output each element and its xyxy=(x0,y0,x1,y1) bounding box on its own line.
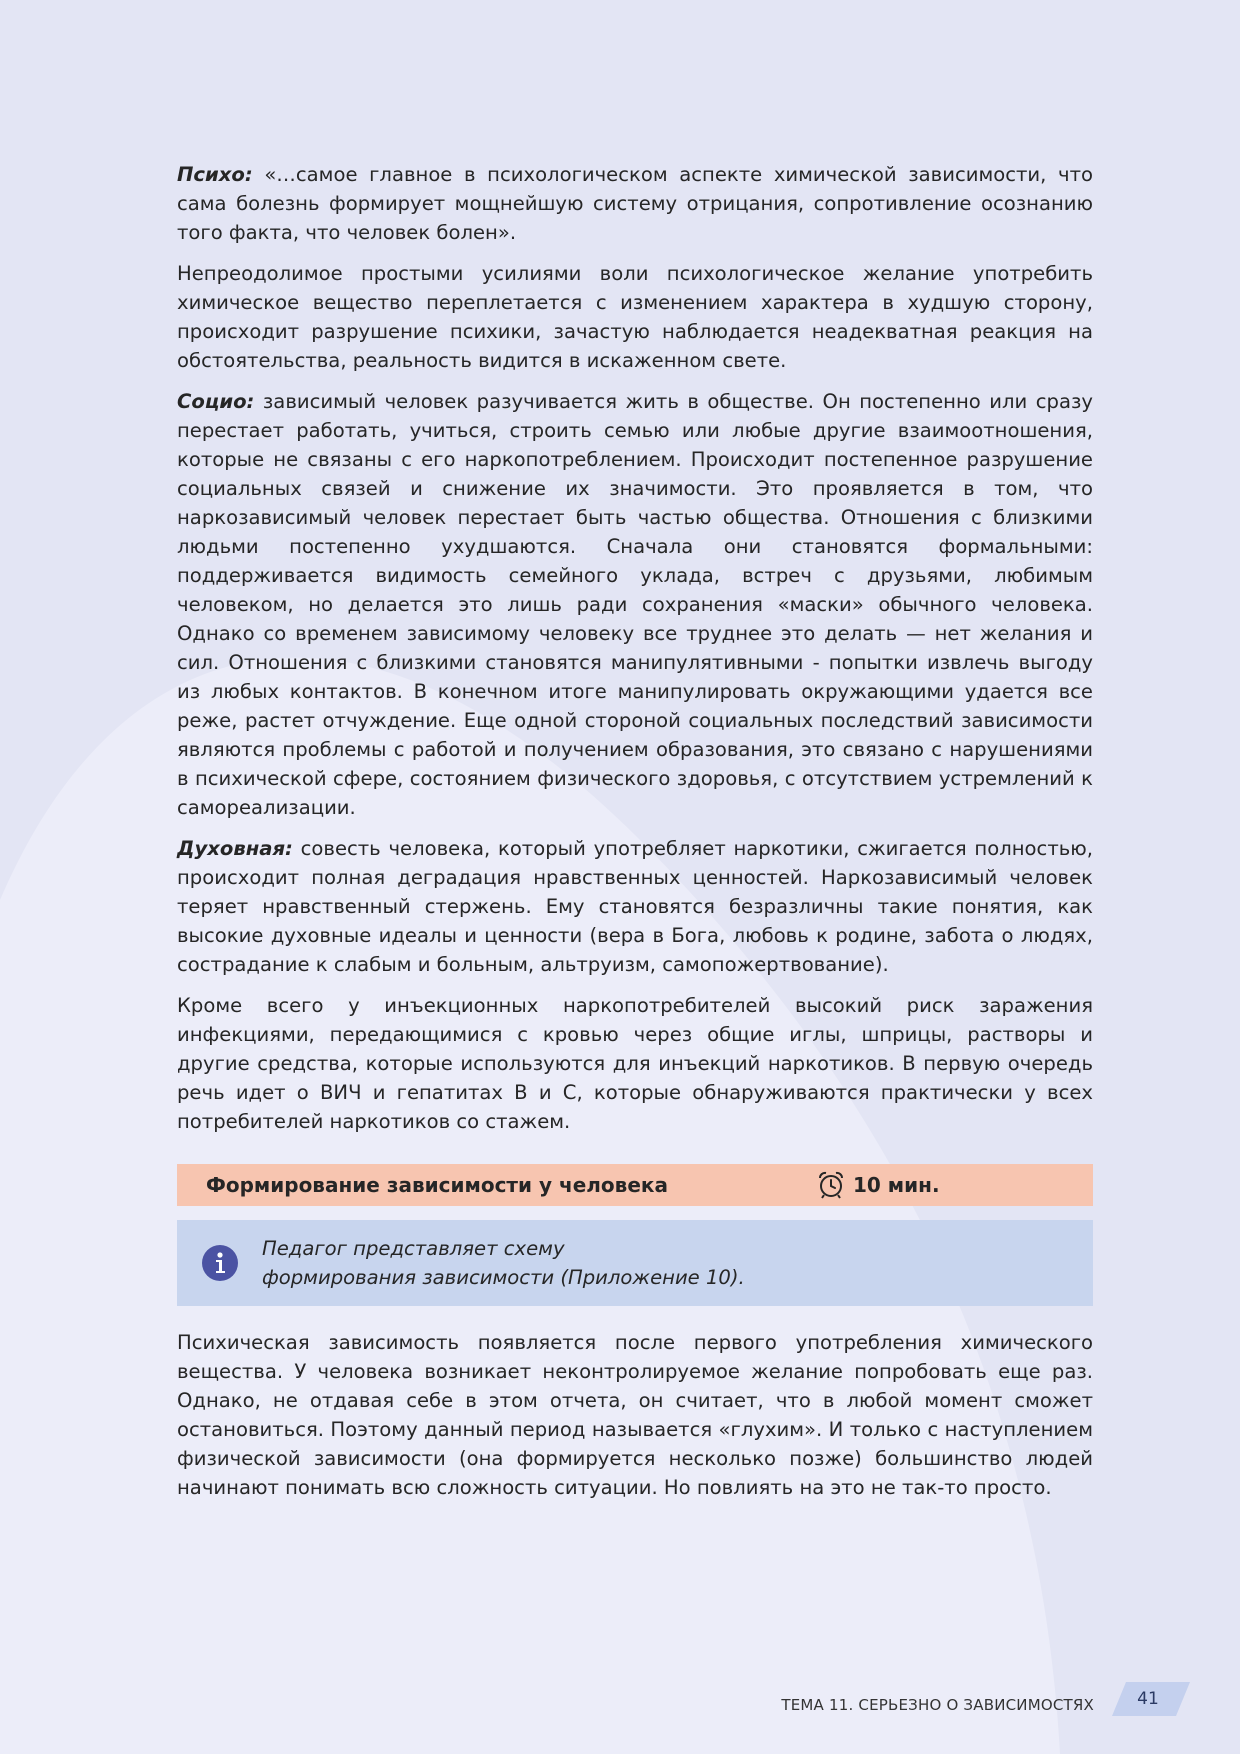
paragraph-infections xyxy=(177,991,1093,1136)
paragraph-psycho xyxy=(177,160,1093,247)
section-title: Формирование зависимости у человека xyxy=(206,1173,668,1197)
paragraph-text: Непреодолимое простыми усилиями воли психологическое желание употребить химическое вещество переплетается с изменением характера в худшую сторону, происходит разрушение психики, зачастую наблюдается неадекватная реакция на обстоятельства, реальность видится в искаженном свете. xyxy=(177,262,1093,372)
section-duration xyxy=(817,1171,940,1199)
page-number: 41 xyxy=(1137,1689,1159,1709)
main-content xyxy=(177,160,1093,1514)
info-note-box xyxy=(177,1220,1093,1306)
section-header-bar xyxy=(177,1164,1093,1206)
paragraph-lead: Духовная: xyxy=(177,837,293,860)
paragraph-dependence-formation: Психическая зависимость появляется после первого употребления химического вещества. У человека возникает неконтролируемое желание попробовать еще раз. Однако, не отдавая себе в этом отчета, он считает, что в любой момент сможет остановиться. Поэтому данный период называется «глухим». И только с наступлением физической зависимости (она формируется несколько позже) большинство людей начинают понимать всю сложность ситуации. Но повлиять на это не так-то просто. xyxy=(177,1331,1093,1499)
alarm-clock-icon xyxy=(817,1171,845,1199)
info-icon xyxy=(202,1245,238,1281)
info-note-line: Педагог представляет схему xyxy=(262,1237,565,1260)
info-note-line: формирования зависимости (Приложение 10). xyxy=(262,1266,745,1289)
paragraph-text: «…самое главное в психологическом аспекте химической зависимости, что сама болезнь формирует мощнейшую систему отрицания, сопротивление осознанию того факта, что человек болен». xyxy=(177,163,1093,244)
paragraph-socio xyxy=(177,387,1093,822)
paragraph-lead: Психо: xyxy=(177,163,253,186)
footer-topic: ТЕМА 11. СЕРЬЕЗНО О ЗАВИСИМОСТЯХ xyxy=(781,1696,1094,1714)
paragraph-text: Кроме всего у инъекционных наркопотребителей высокий риск заражения инфекциями, передающимися с кровью через общие иглы, шприцы, растворы и другие средства, которые используются для инъекций наркотиков. В первую очередь речь идет о ВИЧ и гепатитах В и С, которые обнаруживаются практически у всех потребителей наркотиков со стажем. xyxy=(177,994,1093,1133)
paragraph-lead: Социо: xyxy=(177,390,255,413)
paragraph-spiritual xyxy=(177,834,1093,979)
paragraph-text: зависимый человек разучивается жить в обществе. Он постепенно или сразу перестает работать, учиться, строить семью или любые другие взаимоотношения, которые не связаны с его наркопотреблением. Происходит постепенное разрушение социальных связей и снижение их значимости. Это проявляется в том, что наркозависимый человек перестает быть частью общества. Отношения с близкими людьми постепенно ухудшаются. Сначала они становятся формальными: поддерживается видимость семейного уклада, встреч с друзьями, любимым человеком, но делается это лишь ради сохранения «маски» обычного человека. Однако со временем зависимому человеку все труднее это делать — нет желания и сил. Отношения с близкими становятся манипулятивными - попытки извлечь выгоду из любых контактов. В конечном итоге манипулировать окружающими удается все реже, растет отчуждение. Еще одной стороной социальных последствий зависимости являются проблемы с работой и получением образования, это связано с нарушениями в психической сфере, состоянием физического здоровья, с отсутствием устремлений к самореализации. xyxy=(177,390,1093,819)
section-time: 10 мин. xyxy=(853,1173,940,1197)
info-note-text xyxy=(262,1234,745,1292)
paragraph-text: совесть человека, который употребляет наркотики, сжигается полностью, происходит полная деградация нравственных ценностей. Наркозависимый человек теряет нравственный стержень. Ему становятся безразличны такие понятия, как высокие духовные идеалы и ценности (вера в Бога, любовь к родине, забота о людях, сострадание к слабым и больным, альтруизм, самопожертвование). xyxy=(177,837,1093,976)
paragraph-psycho-detail xyxy=(177,259,1093,375)
